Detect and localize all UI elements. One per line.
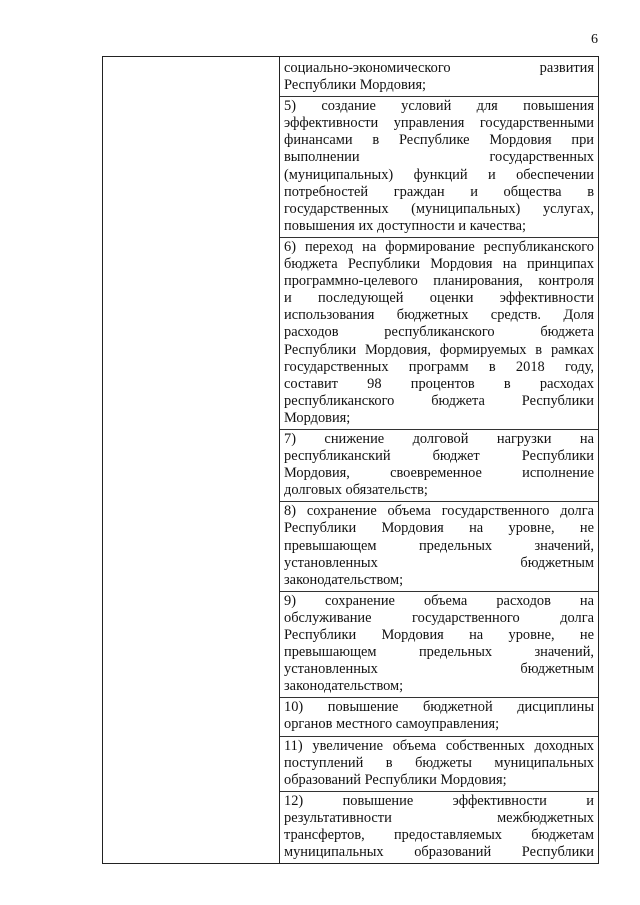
text-line: Республики Мордовия на уровне, не [284, 627, 594, 643]
text-line: 10) повышение бюджетной дисциплины [284, 699, 594, 716]
text-line: республиканского бюджета Республики [284, 392, 594, 409]
text-line: Республики Мордовия; [284, 77, 427, 94]
text-line: результативности межбюджетных [284, 809, 594, 826]
text-line: бюджета Республики Мордовия на принципах [284, 256, 594, 273]
list-item-paragraph [280, 792, 598, 863]
text-line: превышающем предельных значений, [284, 537, 594, 554]
text-line: установленных бюджетным [284, 661, 594, 678]
list-item-paragraph [280, 430, 598, 502]
text-line: государственных программ в 2018 году, [284, 358, 594, 375]
text-line: составит 98 процентов в расходах [284, 375, 594, 392]
text-line: законодательством; [284, 571, 404, 588]
list-item-paragraph [280, 737, 598, 792]
text-line: программно-целевого планирования, контроля [284, 273, 594, 290]
list-item-paragraph [280, 502, 598, 591]
text-line: потребностей граждан и общества в [284, 183, 594, 200]
text-line: выполнении государственных [284, 149, 594, 166]
text-line: 12) повышение эффективности и [284, 792, 594, 809]
list-item-paragraph [280, 592, 598, 699]
text-line: превышающем предельных значений, [284, 644, 594, 661]
text-line: поступлений в бюджеты муниципальных [284, 754, 594, 771]
text-line: долговых обязательств; [284, 482, 428, 499]
text-line: государственных (муниципальных) услугах, [284, 200, 594, 217]
text-line: 8) сохранение объема государственного долга [284, 503, 594, 520]
table-cell-left [103, 57, 280, 863]
text-line: 11) увеличение объема собственных доходных [284, 737, 594, 754]
text-line: 6) переход на формирование республиканского [284, 238, 594, 255]
text-line: использования бюджетных средств. Доля [284, 307, 594, 324]
list-item-paragraph [280, 59, 598, 97]
text-line: трансфертов, предоставляемых бюджетам [284, 827, 594, 844]
list-item-paragraph [280, 238, 598, 430]
text-line: образований Республики Мордовия; [284, 771, 507, 788]
text-line: повышения их доступности и качества; [284, 217, 526, 234]
text-line: социально-экономического развития [284, 60, 594, 76]
text-line: органов местного самоуправления; [284, 716, 500, 733]
document-table [102, 56, 599, 864]
list-item-paragraph [280, 97, 598, 238]
text-line: расходов республиканского бюджета [284, 324, 594, 341]
text-line: муниципальных образований Республики [284, 844, 594, 861]
text-line: 9) сохранение объема расходов на [284, 592, 594, 609]
text-line: (муниципальных) функций и обеспечении [284, 166, 594, 183]
text-line: 5) создание условий для повышения [284, 98, 594, 115]
text-line: Мордовия, своевременное исполнение [284, 465, 594, 482]
table-cell-right [280, 57, 598, 863]
text-line: установленных бюджетным [284, 554, 594, 571]
text-line: и последующей оценки эффективности [284, 290, 594, 307]
list-item-paragraph [280, 698, 598, 736]
text-line: 7) снижение долговой нагрузки на [284, 430, 594, 447]
text-line: Республики Мордовия, формируемых в рамках [284, 341, 594, 358]
page-number: 6 [591, 32, 598, 47]
text-line: эффективности управления государственными [284, 115, 594, 132]
text-line: финансами в Республике Мордовия при [284, 132, 594, 149]
text-line: законодательством; [284, 678, 404, 695]
text-line: Республики Мордовия на уровне, не [284, 520, 594, 537]
text-line: Мордовия; [284, 409, 351, 426]
text-line: республиканский бюджет Республики [284, 448, 594, 465]
text-line: обслуживание государственного долга [284, 609, 594, 626]
